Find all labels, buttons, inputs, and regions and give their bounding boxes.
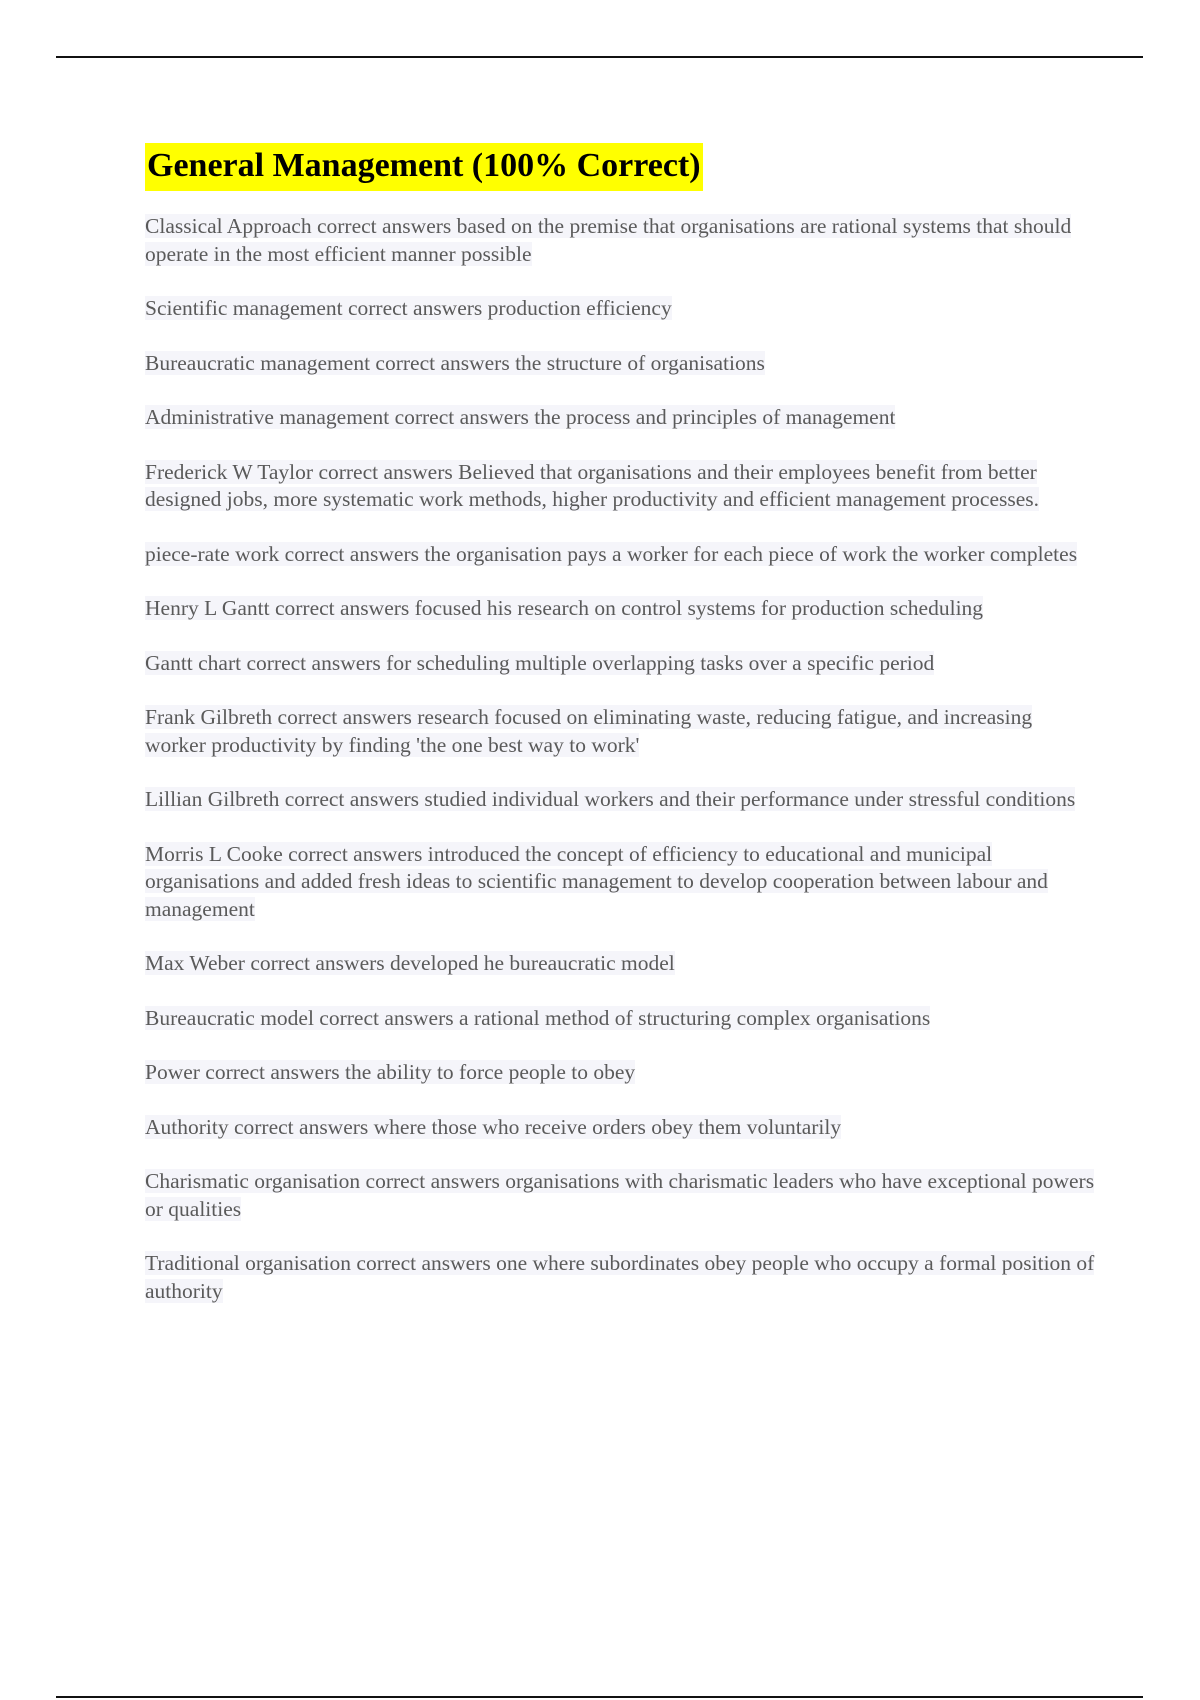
qa-item-gantt-chart xyxy=(145,650,1095,678)
qa-list xyxy=(145,213,1095,1305)
qa-text: Charismatic organisation correct answers organisations with charismatic leaders who have exceptional powers or qualities xyxy=(145,1169,1095,1221)
qa-item-classical-approach xyxy=(145,213,1095,268)
qa-text: piece-rate work correct answers the organisation pays a worker for each piece of work the worker completes xyxy=(145,541,1078,566)
bottom-rule xyxy=(56,1696,1143,1698)
qa-item-scientific-management xyxy=(145,295,1095,323)
qa-text: Morris L Cooke correct answers introduced the concept of efficiency to educational and municipal organisations and added fresh ideas to scientific management to develop cooperation between labour and management xyxy=(145,841,1048,921)
qa-text: Scientific management correct answers production efficiency xyxy=(145,296,672,320)
qa-text: Henry L Gantt correct answers focused his research on control systems for production scheduling xyxy=(145,596,984,620)
qa-text: Classical Approach correct answers based on the premise that organisations are rational systems that should operate in the most efficient manner possible xyxy=(145,214,1072,266)
document-title: General Management (100% Correct) xyxy=(145,143,703,191)
qa-item-bureaucratic-model xyxy=(145,1005,1095,1033)
qa-text: Administrative management correct answers the process and principles of management xyxy=(145,405,896,429)
qa-item-charismatic-organisation xyxy=(145,1168,1095,1223)
qa-item-henry-gantt xyxy=(145,595,1095,623)
top-rule xyxy=(56,56,1143,58)
qa-text: Bureaucratic model correct answers a rational method of structuring complex organisations xyxy=(145,1005,931,1030)
document-content xyxy=(145,143,1095,1332)
qa-text: Max Weber correct answers developed he bureaucratic model xyxy=(145,951,675,975)
qa-item-morris-cooke xyxy=(145,841,1095,924)
qa-item-lillian-gilbreth xyxy=(145,786,1095,814)
qa-text: Traditional organisation correct answers one where subordinates obey people who occupy a formal position of authority xyxy=(145,1251,1095,1303)
qa-item-max-weber xyxy=(145,950,1095,978)
qa-text: Gantt chart correct answers for scheduling multiple overlapping tasks over a specific period xyxy=(145,650,935,675)
qa-text: Frank Gilbreth correct answers research focused on eliminating waste, reducing fatigue, and increasing worker productivity by finding 'the one best way to work' xyxy=(145,705,1033,757)
qa-text: Lillian Gilbreth correct answers studied individual workers and their performance under stressful conditions xyxy=(145,787,1076,811)
qa-item-frederick-taylor xyxy=(145,459,1095,514)
qa-item-authority xyxy=(145,1114,1095,1142)
qa-text: Authority correct answers where those who receive orders obey them voluntarily xyxy=(145,1114,842,1139)
qa-item-power xyxy=(145,1059,1095,1087)
qa-item-frank-gilbreth xyxy=(145,704,1095,759)
qa-text: Power correct answers the ability to force people to obey xyxy=(145,1060,636,1084)
qa-item-administrative-management xyxy=(145,404,1095,432)
qa-item-traditional-organisation xyxy=(145,1250,1095,1305)
qa-item-bureaucratic-management xyxy=(145,350,1095,378)
qa-text: Bureaucratic management correct answers the structure of organisations xyxy=(145,350,765,375)
qa-text: Frederick W Taylor correct answers Believed that organisations and their employees benefit from better designed jobs, more systematic work methods, higher productivity and efficient management processes. xyxy=(145,459,1040,511)
qa-item-piece-rate-work xyxy=(145,541,1095,569)
